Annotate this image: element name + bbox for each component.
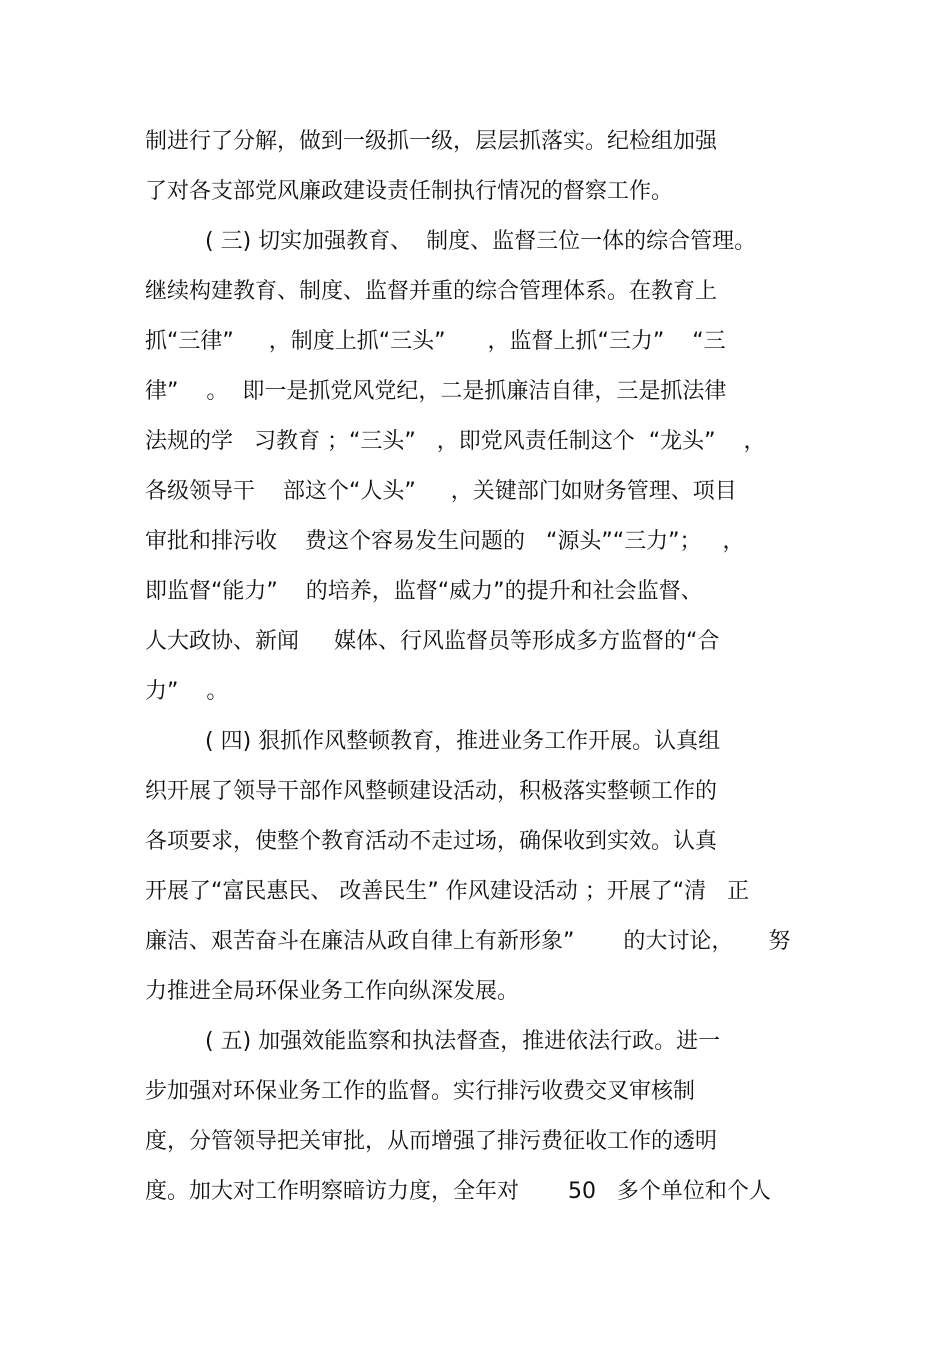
text-line: 步加强对环保业务工作的监督。实行排污收费交叉审核制 (145, 1079, 696, 1104)
text-line: 力” 。 (145, 679, 229, 704)
text-line: 法规的学 习教育 ；“三头” ，即党风责任制这个 “龙头” ， (145, 429, 766, 454)
text-line: 开展了“富民惠民、 改善民生” 作风建设活动 ；开展了“清 正 (145, 879, 750, 904)
text-line: 度，分管领导把关审批，从而增强了排污费征收工作的透明 (145, 1129, 718, 1154)
text-line: 制进行了分解，做到一级抓一级，层层抓落实。纪检组加强 (145, 129, 718, 154)
text-line: 抓“三律” ，制度上抓“三头” ，监督上抓“三力” “三 (145, 329, 726, 354)
text-line: 审批和排污收 费这个容易发生问题的 “源头”“三力”； ， (145, 529, 745, 554)
text-line: 各级领导干 部这个“人头” ，关键部门如财务管理、项目 (145, 479, 737, 504)
text-line: 继续构建教育、制度、监督并重的综合管理体系。在教育上 (145, 279, 718, 304)
text-line: 织开展了领导干部作风整顿建设活动，积极落实整顿工作的 (145, 779, 718, 804)
section-heading-3: ( 三) 切实加强教育、 制度、监督三位一体的综合管理。 (205, 229, 757, 254)
text-line: 各项要求，使整个教育活动不走过场，确保收到实效。认真 (145, 829, 718, 854)
text-line: 廉洁、艰苦奋斗在廉洁从政自律上有新形象” 的大讨论， 努 (145, 929, 791, 954)
text-line: 律” 。 即一是抓党风党纪，二是抓廉洁自律，三是抓法律 (145, 379, 727, 404)
text-line: 了对各支部党风廉政建设责任制执行情况的督察工作。 (145, 179, 674, 204)
text-line: 人大政协、新闻 媒体、行风监督员等形成多方监督的“合 (145, 629, 720, 654)
text-line: 即监督“能力” 的培养，监督“威力”的提升和社会监督、 (145, 579, 703, 604)
section-heading-5: ( 五) 加强效能监察和执法督查，推进依法行政。进一 (205, 1029, 721, 1054)
text-line: 力推进全局环保业务工作向纵深发展。 (145, 979, 520, 1004)
text-line: 度。加大对工作明察暗访力度，全年对 50 多个单位和个人 (145, 1179, 771, 1204)
section-heading-4: ( 四) 狠抓作风整顿教育，推进业务工作开展。认真组 (205, 729, 721, 754)
